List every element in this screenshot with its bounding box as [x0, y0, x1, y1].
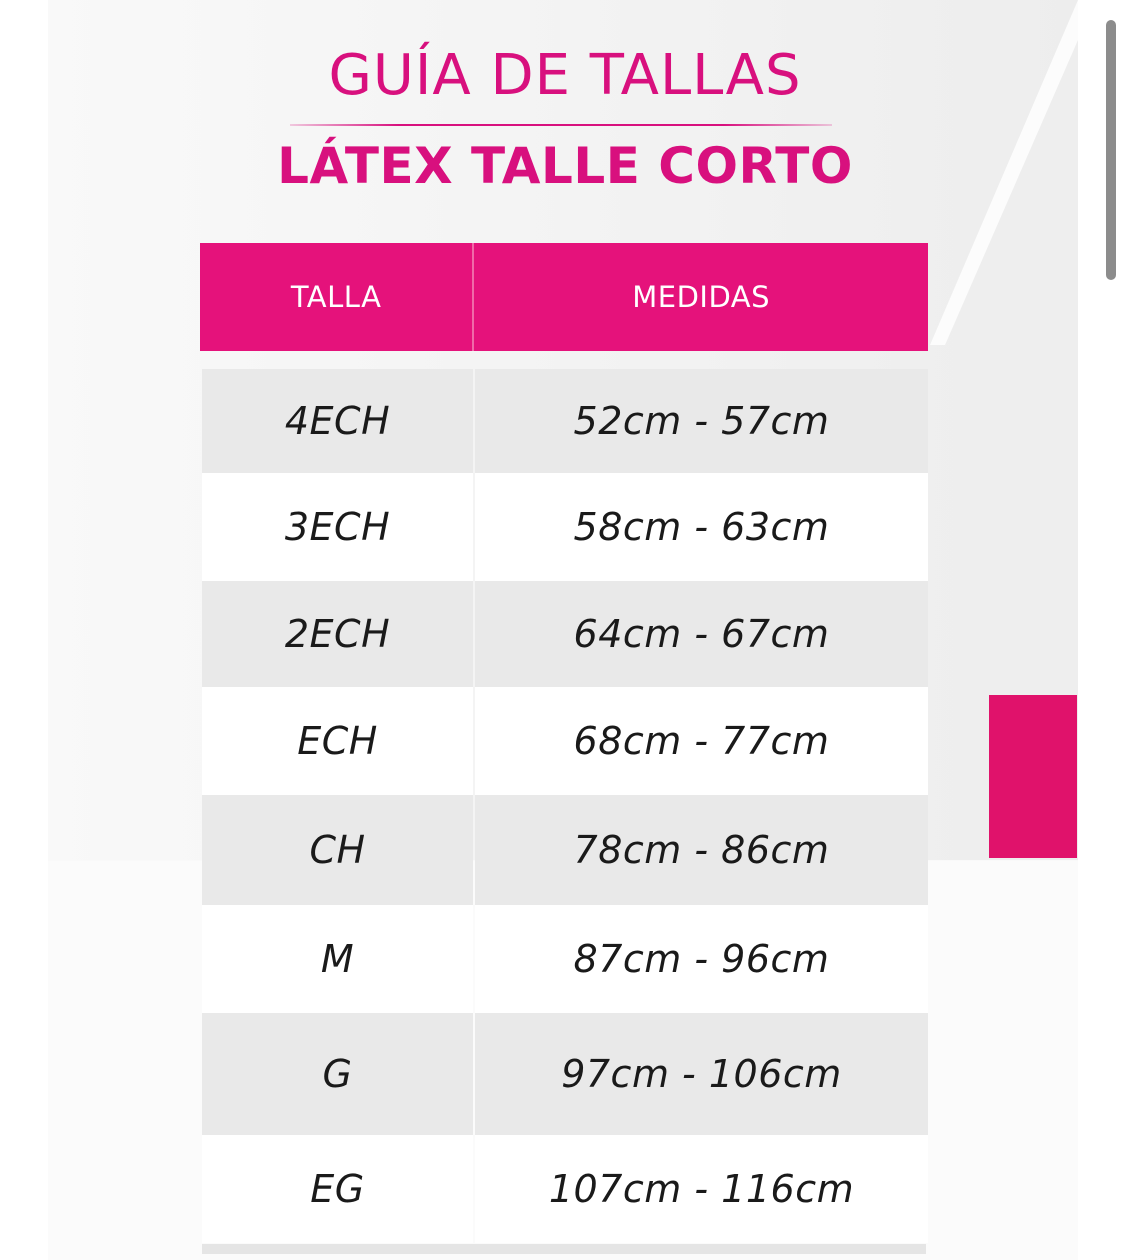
cell-talla: ECH	[202, 687, 473, 795]
table-row	[202, 795, 928, 905]
table-body	[200, 369, 928, 1243]
cell-medidas: 87cm - 96cm	[475, 905, 928, 1013]
cell-talla: CH	[202, 795, 473, 905]
size-table	[200, 243, 928, 1243]
page-title: GUÍA DE TALLAS	[328, 43, 802, 108]
title-divider	[290, 124, 832, 126]
header-medidas: MEDIDAS	[472, 243, 928, 351]
cell-talla: 3ECH	[202, 473, 473, 581]
table-row	[202, 369, 928, 473]
cell-talla: G	[202, 1013, 473, 1135]
cell-talla: M	[202, 905, 473, 1013]
cell-medidas: 52cm - 57cm	[475, 369, 928, 473]
cell-medidas: 58cm - 63cm	[475, 473, 928, 581]
table-header	[200, 243, 928, 351]
cell-talla: EG	[202, 1135, 473, 1243]
table-row	[202, 581, 928, 687]
cell-medidas: 78cm - 86cm	[475, 795, 928, 905]
table-row	[202, 473, 928, 581]
table-row	[202, 1135, 928, 1243]
table-row	[202, 905, 928, 1013]
cell-talla: 2ECH	[202, 581, 473, 687]
scrollbar-thumb[interactable]	[1106, 20, 1116, 280]
cell-medidas: 97cm - 106cm	[475, 1013, 928, 1135]
header-talla: TALLA	[290, 280, 382, 314]
table-bottom-edge	[202, 1244, 926, 1254]
cell-medidas: 68cm - 77cm	[475, 687, 928, 795]
cell-medidas: 107cm - 116cm	[475, 1135, 928, 1243]
side-tab[interactable]	[989, 695, 1077, 858]
table-row	[202, 1013, 928, 1135]
table-row	[202, 687, 928, 795]
cell-medidas: 64cm - 67cm	[475, 581, 928, 687]
page-subtitle: LÁTEX TALLE CORTO	[277, 137, 853, 195]
cell-talla: 4ECH	[202, 369, 473, 473]
